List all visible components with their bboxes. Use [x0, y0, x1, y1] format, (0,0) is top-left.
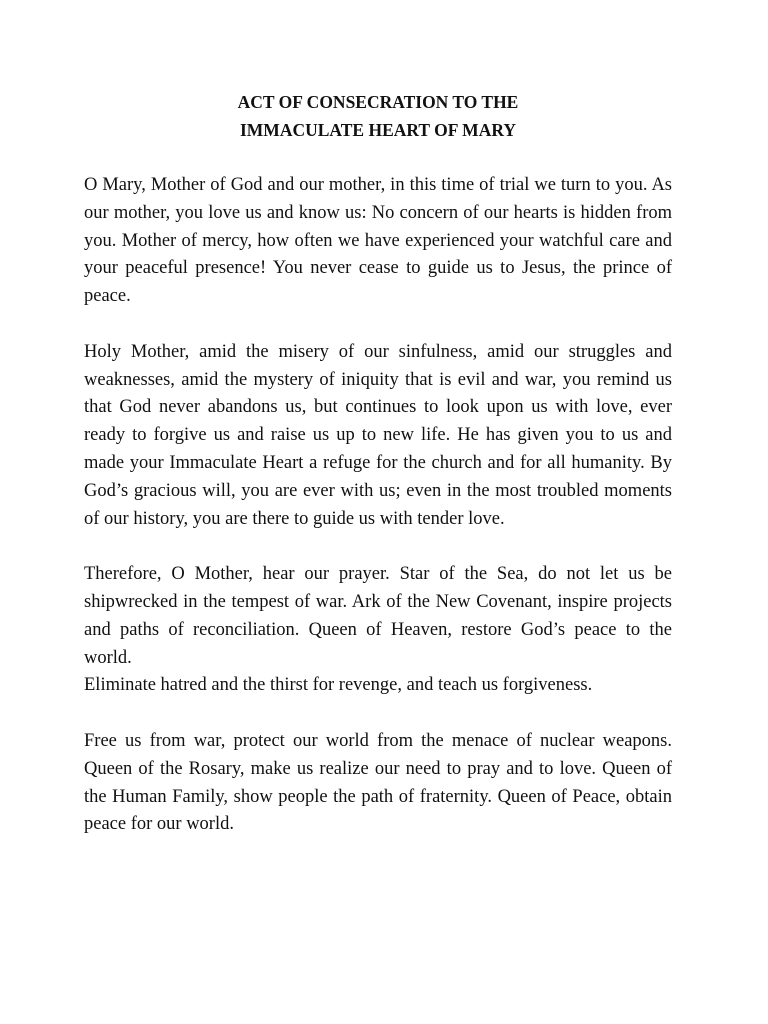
- title-line-2: IMMACULATE HEART OF MARY: [239, 120, 516, 140]
- paragraph-5: Free us from war, protect our world from the menace of nuclear weapons. Queen of the Rosary, make us realize our need to pray and to love. Queen of the Human Family, show people the path of fraternity. Queen of Peace, obtain peace for our world.: [84, 730, 672, 835]
- paragraph-4: Eliminate hatred and the thirst for revenge, and teach us forgiveness.: [84, 675, 593, 696]
- document-page: [84, 88, 672, 867]
- paragraph-3: Therefore, O Mother, hear our prayer. Star of the Sea, do not let us be shipwrecked in the tempest of war. Ark of the New Covenant, inspire projects and paths of reconciliation. Queen of Heaven, restore God’s peace to the world.: [84, 564, 672, 668]
- paragraph-1: O Mary, Mother of God and our mother, in this time of trial we turn to you. As our mother, you love us and know us: No concern of our hearts is hidden from you. Mother of mercy, how often we have experienced your watchful care and your peaceful presence! You never cease to guide us to Jesus, the prince of peace.: [84, 175, 672, 307]
- page-title: [84, 88, 672, 144]
- paragraph-2: Holy Mother, amid the misery of our sinfulness, amid our struggles and weaknesses, amid the mystery of iniquity that is evil and war, you remind us that God never abandons us, but continues to look upon us with love, ever ready to forgive us and raise us up to new life. He has given you to us and made your Immaculate Heart a refuge for the church and for all humanity. By God’s gracious will, you are ever with us; even in the most troubled moments of our history, you are there to guide us with tender love.: [84, 341, 672, 529]
- title-line-1: ACT OF CONSECRATION TO THE: [237, 92, 519, 112]
